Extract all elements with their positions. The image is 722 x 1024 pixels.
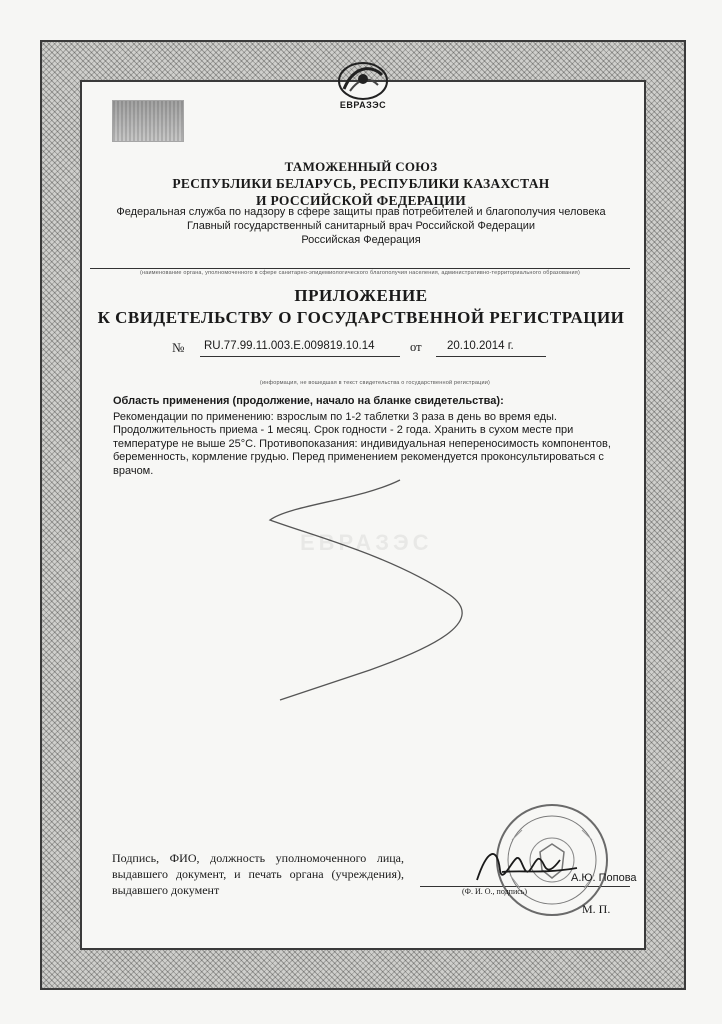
header-line-1: ТАМОЖЕННЫЙ СОЮЗ [284,159,438,174]
z-cancel-scribble [250,475,530,705]
header-line-3: И РОССИЙСКОЙ ФЕДЕРАЦИИ [255,193,467,208]
body-line: температуре не выше 25°С. Противопоказания: индивидуальная непереносимость компонентов, [113,437,611,450]
eurasec-emblem-icon [330,55,396,105]
agency-line-3: Российская Федерация [301,234,421,246]
body-line: врачом. [113,464,154,477]
agency-line-1: Федеральная служба по надзору в сфере защиты прав потребителей и благополучия человека [116,206,606,218]
signatory-name: А.Ю. Попова [571,872,637,884]
title-line-2: К СВИДЕТЕЛЬСТВУ О ГОСУДАРСТВЕННОЙ РЕГИСТРАЦИИ [97,308,625,327]
signature-label: Подпись, ФИО, должность уполномоченного лица, выдавшего документ, и печать органа (учреждения), выдавшего документ [112,851,404,897]
title-line-1: ПРИЛОЖЕНИЕ [294,286,428,305]
from-word: от [410,340,422,354]
header-line-2: РЕСПУБЛИКИ БЕЛАРУСЬ, РЕСПУБЛИКИ КАЗАХСТАН [172,176,550,191]
seal-mark: М. П. [582,902,611,916]
authority-hint: (наименование органа, уполномоченного в сфере санитарно-эпидемиологического благополучия населения, административно-территориального образования) [90,268,630,276]
emblem-label: ЕВРАЗЭС [339,100,387,110]
section-title: Область применения (продолжение, начало на бланке свидетельства): [113,395,504,407]
number-underline [200,356,400,357]
date-underline [436,356,546,357]
number-sign: № [172,340,185,355]
application-area-text [113,395,633,479]
registration-date: 20.10.2014 г. [447,340,514,352]
reference-hint: (информация, не вошедшая в текст свидетельства о государственной регистрации) [259,380,491,386]
registration-number: RU.77.99.11.003.E.009819.10.14 [204,340,375,352]
hologram-sticker [112,100,184,142]
watermark: ЕВРАЗЭС [300,530,433,555]
body-line: Продолжительность приема - 1 месяц. Срок годности - 2 года. Хранить в сухом месте при [113,424,574,437]
body-line: беременность, кормление грудью. Перед применением рекомендуется проконсультироваться с [113,451,604,464]
fio-hint: (Ф. И. О., подпись) [462,887,528,896]
agency-line-2: Главный государственный санитарный врач Российской Федерации [186,220,536,232]
body-line: Рекомендации по применению: взрослым по 1-2 таблетки 3 раза в день во время еды. [113,410,557,423]
document-title [82,285,640,329]
handwritten-signature [472,840,582,890]
agency-block [82,205,640,247]
customs-union-header [82,158,640,209]
